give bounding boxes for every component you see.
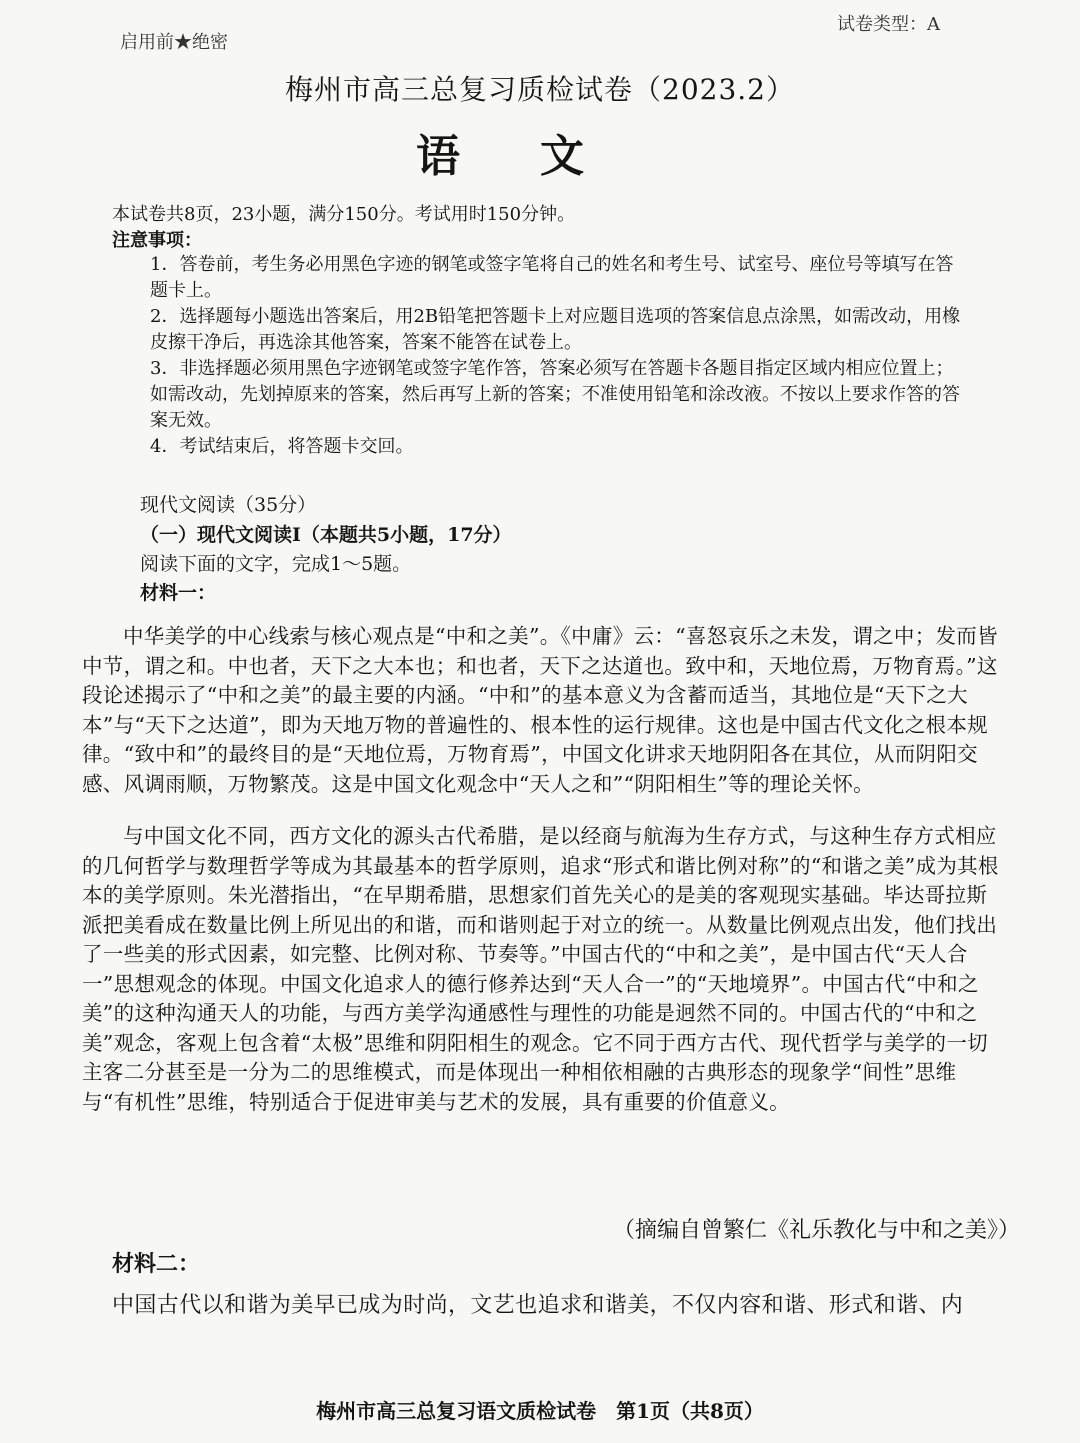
page-footer: 梅州市高三总复习语文质检试卷 第1页（共8页） xyxy=(316,1399,764,1423)
subject-title: 语文 xyxy=(416,131,664,182)
material-1-paragraph-2: 与中国文化不同，西方文化的源头古代希腊，是以经商与航海为生存方式，与这种生存方式相应的几何哲学与数理哲学等成为其最基本的哲学原则，追求“形式和谐比例对称”的“和谐之美”成为其根本的美学原则。朱光潜指出，“在早期希腊，思想家们首先关心的是美的客观现实基础。毕达哥拉斯派把美看成在数量比例上所见出的和谐，而和谐则起于对立的统一。从数量比例观点出发，他们找出了一些美的形式因素，如完整、比例对称、节奏等。”中国古代的“中和之美”，是中国古代“天人合一”思想观念的体现。中国文化追求人的德行修养达到“天人合一”的“天地境界”。中国古代“中和之美”的这种沟通天人的功能，与西方美学沟通感性与理性的功能是迥然不同的。中国古代的“中和之美”观念，客观上包含着“太极”思维和阴阳相生的观念。它不同于西方古代、现代哲学与美学的一切主客二分甚至是一分为二的思维模式，而是体现出一种相依相融的古典形态的现象学“间性”思维与“有机性”思维，特别适合于促进审美与艺术的发展，具有重要的价值意义。 xyxy=(82,824,999,1114)
material-1-paragraph-1: 中华美学的中心线索与核心观点是“中和之美”。《中庸》云：“喜怒哀乐之未发，谓之中；发而皆中节，谓之和。中也者，天下之大本也；和也者，天下之达道也。致中和，天地位焉，万物育焉。”这段论述揭示了“中和之美”的最主要的内涵。“中和”的基本意义为含蓄而适当，其地位是“天下之大本”与“天下之达道”，即为天地万物的普遍性的、根本性的运行规律。这也是中国古代文化之根本规律。“致中和”的最终目的是“天地位焉，万物育焉”，中国文化讲求天地阴阳各在其位，从而阴阳交感、风调雨顺，万物繁茂。这是中国文化观念中“天人之和”“阴阳相生”等的理论关怀。 xyxy=(82,624,998,796)
confidential-mark: 启用前★绝密 xyxy=(120,32,228,53)
exam-intro: 本试卷共8页，23小题，满分150分。考试用时150分钟。 xyxy=(112,204,576,225)
section-title: 现代文阅读（35分） xyxy=(140,494,317,516)
note-item: 1．答卷前，考生务必用黑色字迹的钢笔或签字笔将自己的姓名和考生号、试室号、座位号等填写在答题卡上。 xyxy=(150,254,954,301)
material-2-paragraph-1: 中国古代以和谐为美早已成为时尚，文艺也追求和谐美，不仅内容和谐、形式和谐、内 xyxy=(112,1293,964,1318)
note-item: 2．选择题每小题选出答案后，用2B铅笔把答题卡上对应题目选项的答案信息点涂黑，如需改动，用橡皮擦干净后，再选涂其他答案，答案不能答在试卷上。 xyxy=(150,306,961,353)
source-citation: （摘编自曾繁仁《礼乐教化与中和之美》） xyxy=(612,1218,1020,1243)
material-2-label: 材料二： xyxy=(112,1251,201,1277)
notes-heading: 注意事项： xyxy=(112,230,202,251)
paper-type: 试卷类型：A xyxy=(837,14,940,35)
exam-title: 梅州市高三总复习质检试卷（2023.2） xyxy=(285,73,795,106)
section-subtitle: （一）现代文阅读Ⅰ（本题共5小题，17分） xyxy=(140,524,512,546)
material-1-label: 材料一： xyxy=(140,582,217,604)
reading-instruction: 阅读下面的文字，完成1～5题。 xyxy=(140,553,412,575)
note-item: 4．考试结束后，将答题卡交回。 xyxy=(150,436,414,457)
note-item: 3．非选择题必须用黑色字迹钢笔或签字笔作答，答案必须写在答题卡各题目指定区域内相应位置上；如需改动，先划掉原来的答案，然后再写上新的答案；不准使用铅笔和涂改液。不按以上要求作答的答案无效。 xyxy=(150,358,960,431)
